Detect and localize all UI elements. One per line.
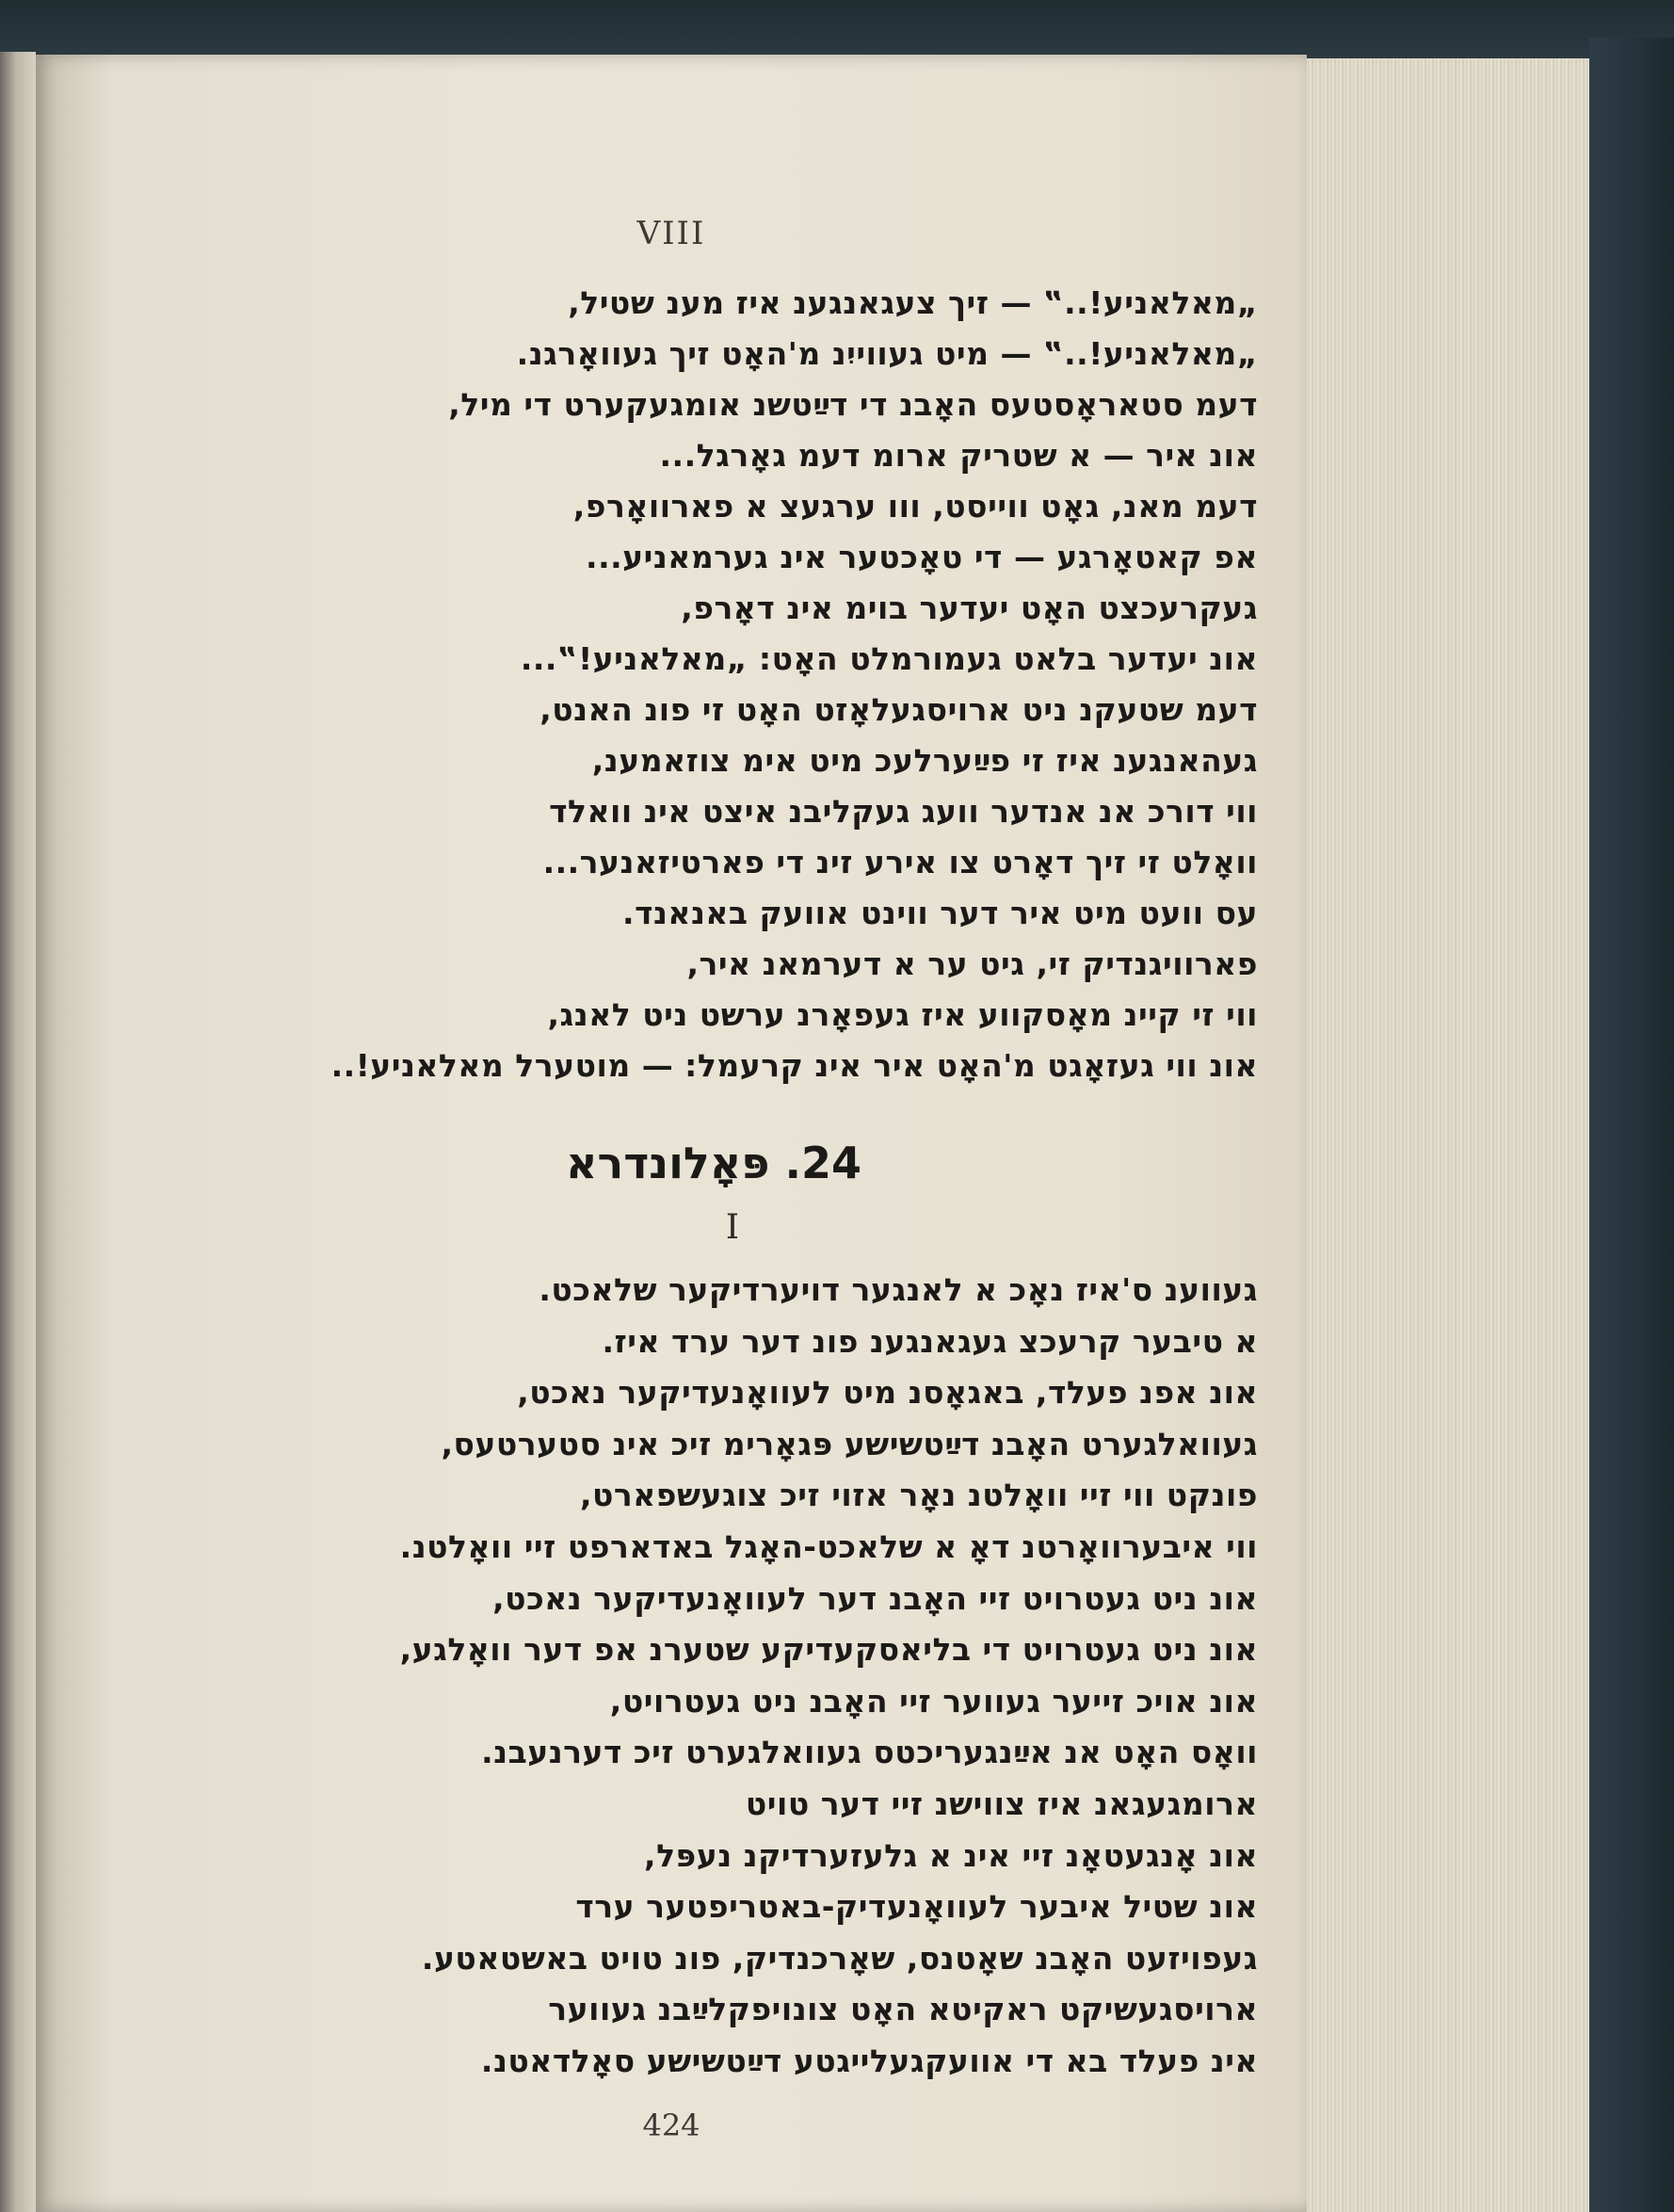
poem-line: ארויסגעשיקט ראקיטא האָט צונויפקלײַבנ געווער xyxy=(548,1991,1258,2028)
poem-line: אונ אָנגעטאָנ זיי אינ א גלעזערדיקנ נעפּל, xyxy=(644,1836,1258,1874)
poem-line: אונ יעדער בלאט געמורמלט האָט: „מאלאניע!‟... xyxy=(520,640,1258,677)
poem-line: געקרעכצט האָט יעדער בוימ אינ דאָרפ, xyxy=(681,589,1258,626)
poem-line: ווי זי קיינ מאָסקווע איז געפאָרנ ערשט ניט לאנג, xyxy=(547,996,1258,1033)
poem-line: א טיבער קרעכצ געגאנגענ פונ דער ערד איז. xyxy=(602,1322,1258,1360)
poem-line: אונ שטיל איבער לעוואָנעדיק-באטריפטער ערד xyxy=(575,1888,1258,1926)
poem-line: געוואלגערט האָבנ דײַטשישע פּגאָרימ זיכ אינ סטערטעס, xyxy=(441,1425,1258,1462)
facing-page-edge xyxy=(0,52,36,2212)
section-subtitle: I xyxy=(725,1208,740,1247)
poem-line: געהאנגענ איז זי פײַערלעכ מיט אימ צוזאמענ, xyxy=(591,742,1258,779)
page-header: VIII xyxy=(636,215,706,252)
poem-line: עס וועט מיט איר דער ווינט אוועק באנאנד. xyxy=(622,895,1258,931)
poem-line: אונ אויכ זייער געווער זיי האָבנ ניט געטרויט, xyxy=(609,1682,1258,1720)
poem-line: אונ איר — א שטריק ארומ דעמ גאָרגל... xyxy=(659,437,1258,474)
poem-line: „מאלאניע!..‟ — זיך צעגאנגענ איז מענ שטיל, xyxy=(568,284,1258,321)
section-title: 24. פּאָלונדרא xyxy=(566,1138,861,1188)
poem-line: וואָלט זי זיך דאָרט צו אירע זינ די פארטיזאנער... xyxy=(542,844,1258,880)
poem-line: ארומגעגאנ איז צווישנ זיי דער טויט xyxy=(745,1784,1258,1822)
page-block-edge xyxy=(1307,58,1589,2212)
poem-line: אפ קאטאָרגע — די טאָכטער אינ גערמאניע... xyxy=(586,539,1258,575)
poem-line: ווי איבערוואָרטנ דאָ א שלאכט-האָגל באדארפט זיי וואָלטנ. xyxy=(399,1527,1258,1565)
poem-line: דעמ מאנ, גאָט ווייסט, ווו ערגעצ א פארוואָרפ, xyxy=(572,488,1258,525)
poem-line: געווענ ס'איז נאָכ א לאנגער דויערדיקער שלאכט. xyxy=(539,1271,1258,1308)
poem-line: אונ אפנ פעלד, באגאָסנ מיט לעוואָנעדיקער נאכט, xyxy=(517,1374,1258,1412)
poem-line: אונ ווי געזאָגט מ'האָט איר אינ קרעמל: — מוטערל מאלאניע!.. xyxy=(330,1047,1258,1084)
poem-line: וואָס האָט אנ אײַנגעריכטס געוואלגערט זיכ דערנעבנ. xyxy=(481,1734,1258,1771)
poem-line: געפויזעט האָבנ שאָטנס, שאָרכנדיק, פונ טויט באשטאטע. xyxy=(421,1939,1258,1977)
poem-line: אונ ניט געטרויט די בליאסקעדיקע שטערנ אפ דער וואָלגע, xyxy=(399,1631,1258,1669)
poem-line: אינ פעלד בא די אוועקגעלייגטע דײַטשישע סאָלדאטנ. xyxy=(480,2042,1258,2079)
poem-line: „מאלאניע!..‟ — מיט געווייִנ מ'האָט זיך געוואָרגנ. xyxy=(516,335,1258,372)
poem-line: פונקט ווי זיי וואָלטנ נאָר אזוי זיכ צוגעשפארט, xyxy=(579,1477,1258,1514)
poem-bottom xyxy=(194,1265,1258,2088)
poem-line: דעמ סטאראָסטעס האָבנ די דײַטשנ אומגעקערט די מיל, xyxy=(448,386,1258,423)
book-page xyxy=(36,55,1307,2212)
poem-line: דעמ שטעקנ ניט ארויסגעלאָזט האָט זי פונ האנט, xyxy=(539,691,1258,728)
poem-top xyxy=(194,278,1258,1091)
poem-line: אונ ניט געטרויט זיי האָבנ דער לעוואָנעדיקער נאכט, xyxy=(492,1579,1258,1617)
book-cover-right xyxy=(1589,38,1674,2212)
poem-line: ווי דורכ אנ אנדער וועג געקליבנ איצט אינ וואלד xyxy=(549,793,1258,830)
poem-line: פארוויגנדיק זי, גיט ער א דערמאנ איר, xyxy=(686,945,1258,982)
page-number: 424 xyxy=(642,2107,700,2143)
